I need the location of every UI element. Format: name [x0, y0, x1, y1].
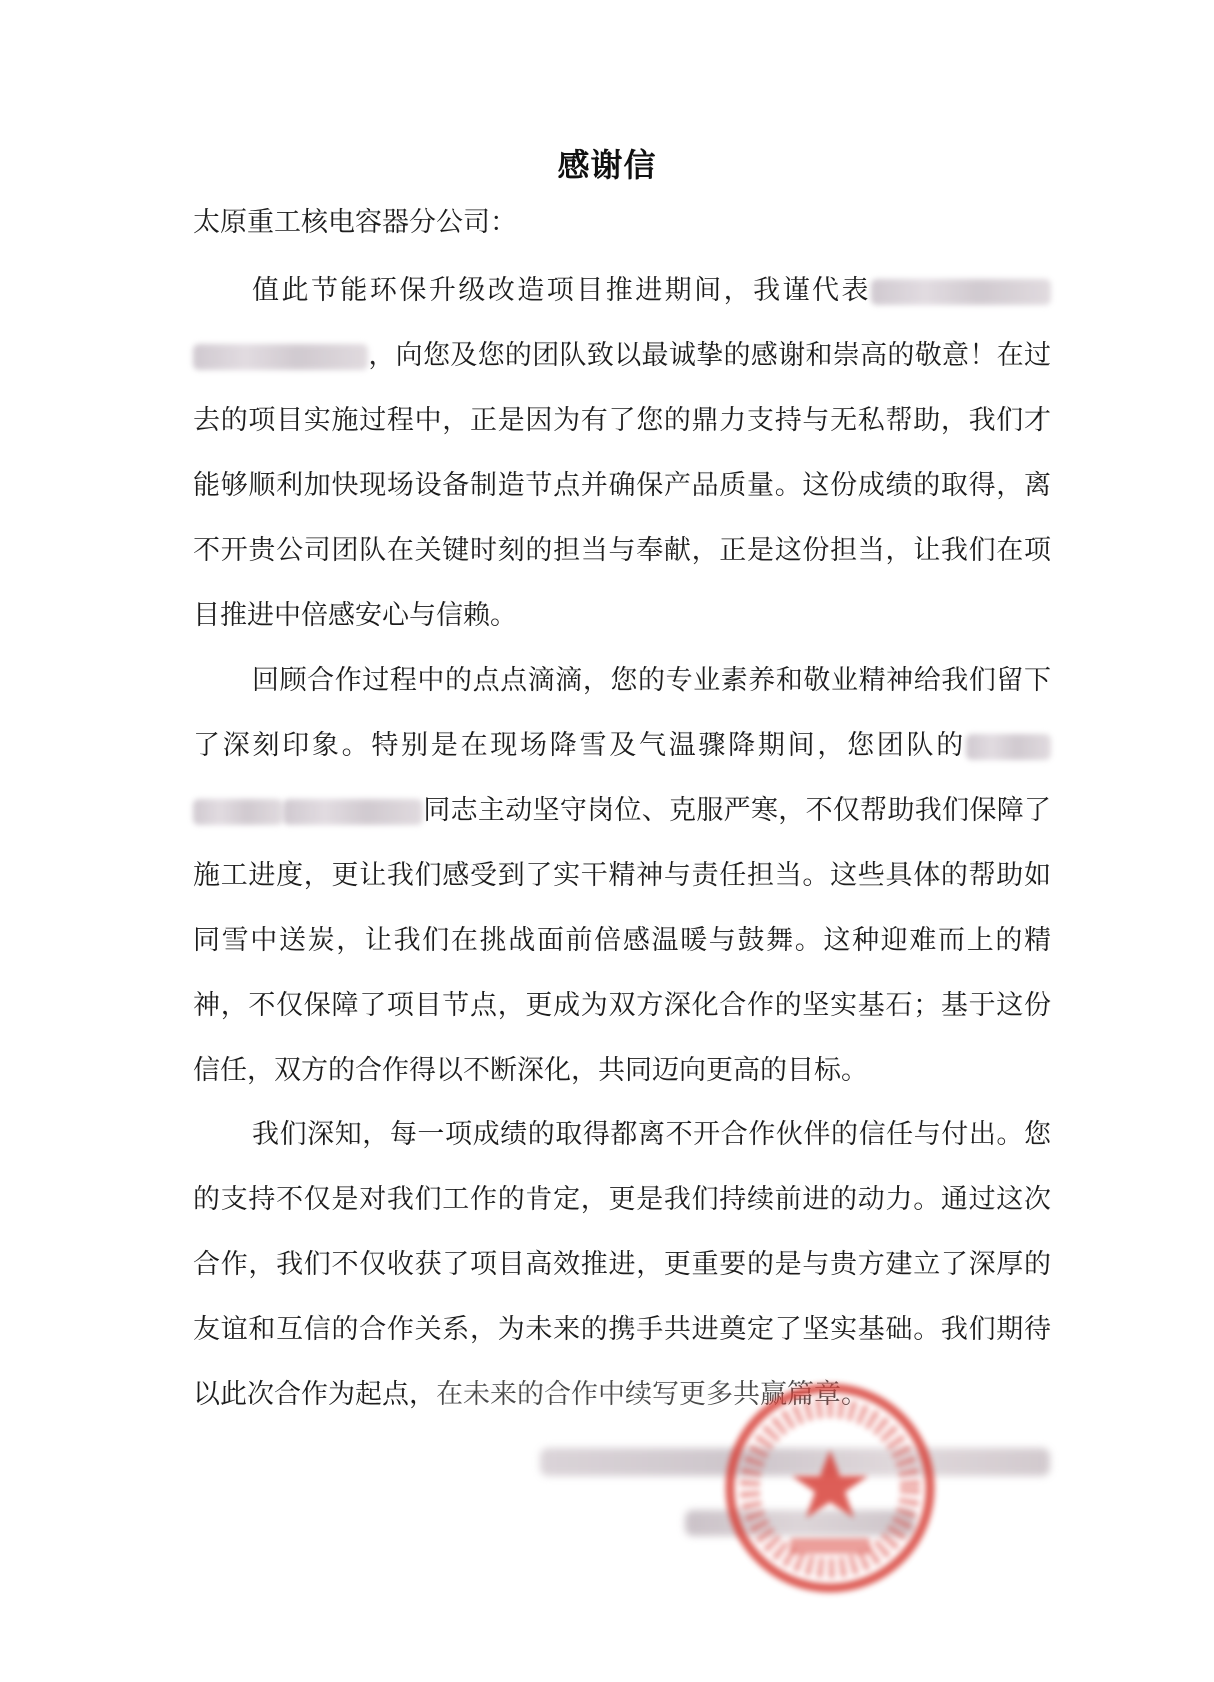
salutation: 太原重工核电容器分公司：	[193, 207, 517, 238]
paragraph-1-text-end: ，向您及您的团队致以最诚挚的感谢和崇高的敬意！在过去的项目实施过程中，正是因为有了您的鼎力支持与无私帮助，我们才能够顺利加快现场设备制造节点并确保产品质量。这份成绩的取得，离不开贵公司团队在关键时刻的担当与奉献，正是这份担当，让我们在项目推进中倍感安心与信赖。	[193, 340, 1051, 631]
redacted-person-name-1	[966, 734, 1051, 760]
paragraph-1	[193, 258, 1051, 648]
letter-title: 感谢信	[557, 146, 657, 184]
redacted-person-name-3	[283, 799, 423, 825]
paragraph-3-text-main: 我们深知，每一项成绩的取得都离不开合作伙伴的信任与付出。您的支持不仅是对我们工作的肯定，更是我们持续前进的动力。通过这次合作，我们不仅收获了项目高效推进，更重要的是与贵方建立了深厚的友谊和互信的合作关系，为未来的携手共进奠定了坚实基础。我们期待以此次合作为起点，	[193, 1119, 1051, 1410]
paragraph-3-text-faded: 在未来的合作中续写更多共赢篇章。	[436, 1379, 868, 1410]
paragraph-2	[193, 648, 1051, 1103]
redacted-person-name-2	[193, 799, 283, 825]
paragraph-2-text-end: 同志主动坚守岗位、克服严寒，不仅帮助我们保障了施工进度，更让我们感受到了实干精神与责任担当。这些具体的帮助如同雪中送炭，让我们在挑战面前倍感温暖与鼓舞。这种迎难而上的精神，不仅保障了项目节点，更成为双方深化合作的坚实基石；基于这份信任，双方的合作得以不断深化，共同迈向更高的目标。	[193, 795, 1051, 1086]
paragraph-2-text-start: 回顾合作过程中的点点滴滴，您的专业素养和敬业精神给我们留下了深刻印象。特别是在现场降雪及气温骤降期间，您团队的	[193, 665, 1051, 761]
paragraph-1-text-start: 值此节能环保升级改造项目推进期间，我谨代表	[252, 275, 871, 306]
redacted-company-name-part-1	[871, 279, 1051, 305]
redacted-company-name-part-2	[193, 344, 368, 370]
official-seal-stamp	[720, 1378, 940, 1598]
